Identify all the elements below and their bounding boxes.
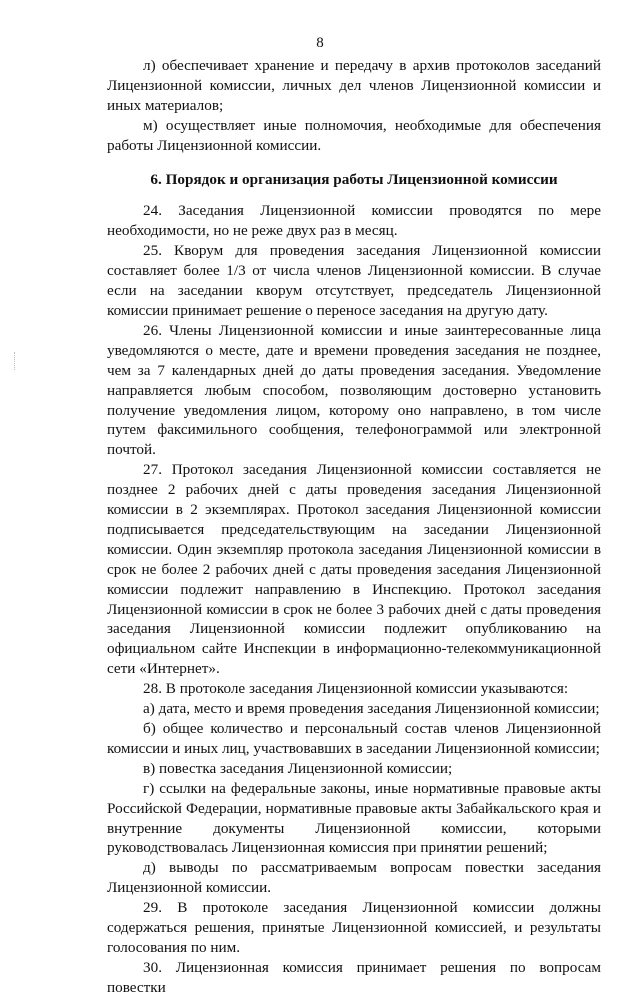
margin-mark [14,352,16,370]
paragraph-28-a: а) дата, место и время проведения заседания Лицензионной комиссии; [143,700,600,718]
page-number: 8 [316,35,324,51]
paragraph-26: 26. Члены Лицензионной комиссии и иные заинтересованные лица уведомляются о месте, дате и времени проведения заседания не позднее, чем за 7 календарных дней до даты проведения заседания. Уведомление направляется любым способом, позволяющим достоверно установить получение уведомления лицом, которому оно направлено, в том числе путем факсимильного сообщения, телефонограммой или электронной почтой. [107,321,601,459]
paragraph-30: 30. Лицензионная комиссия принимает решения по вопросам повестки [107,958,601,996]
paragraph-l: л) обеспечивает хранение и передачу в архив протоколов заседаний Лицензионной комиссии, личных дел членов Лицензионной комиссии и иных материалов; [107,57,601,114]
paragraph-24: 24. Заседания Лицензионной комиссии проводятся по мере необходимости, но не реже двух раз в месяц. [107,202,601,240]
paragraph-m: м) осуществляет иные полномочия, необходимые для обеспечения работы Лицензионной комиссии. [107,116,601,154]
paragraph-28-d: д) выводы по рассматриваемым вопросам повестки заседания Лицензионной комиссии. [107,859,601,897]
paragraph-29: 29. В протоколе заседания Лицензионной комиссии должны содержаться решения, принятые Лицензионной комиссией, и результаты голосования по ним. [107,899,601,956]
paragraph-28: 28. В протоколе заседания Лицензионной комиссии указываются: [143,680,569,698]
paragraph-27: 27. Протокол заседания Лицензионной комиссии составляется не позднее 2 рабочих дней с даты проведения заседания Лицензионной комиссии в 2 экземплярах. Протокол заседания Лицензионной комиссии подписывается председательствующим на заседании Лицензионной комиссии. Один экземпляр протокола заседания Лицензионной комиссии в срок не более 2 рабочих дней с даты проведения заседания Лицензионной комиссии подлежит направлению в Инспекцию. Протокол заседания Лицензионной комиссии в срок не более 3 рабочих дней с даты проведения заседания Лицензионной комиссии подлежит опубликованию на официальном сайте Инспекции в информационно-телекоммуникационной сети «Интернет». [107,461,601,678]
paragraph-28-g: г) ссылки на федеральные законы, иные нормативные правовые акты Российской Федерации, нормативные правовые акты Забайкальского края и внутренние документы Лицензионной комиссии, которыми руководствовалась Лицензионная комиссия при принятии решений; [107,779,601,857]
paragraph-28-v: в) повестка заседания Лицензионной комиссии; [143,759,453,777]
section-heading: 6. Порядок и организация работы Лицензионной комиссии [150,170,558,188]
paragraph-28-b: б) общее количество и персональный состав членов Лицензионной комиссии и иных лиц, участвовавших в заседании Лицензионной комиссии; [107,720,601,757]
document-body [107,56,601,998]
paragraph-25: 25. Кворум для проведения заседания Лицензионной комиссии составляет более 1/3 от числа членов Лицензионной комиссии. В случае если на заседании кворум отсутствует, председатель Лицензионной комиссии принимает решение о переносе заседания на другую дату. [107,242,601,319]
